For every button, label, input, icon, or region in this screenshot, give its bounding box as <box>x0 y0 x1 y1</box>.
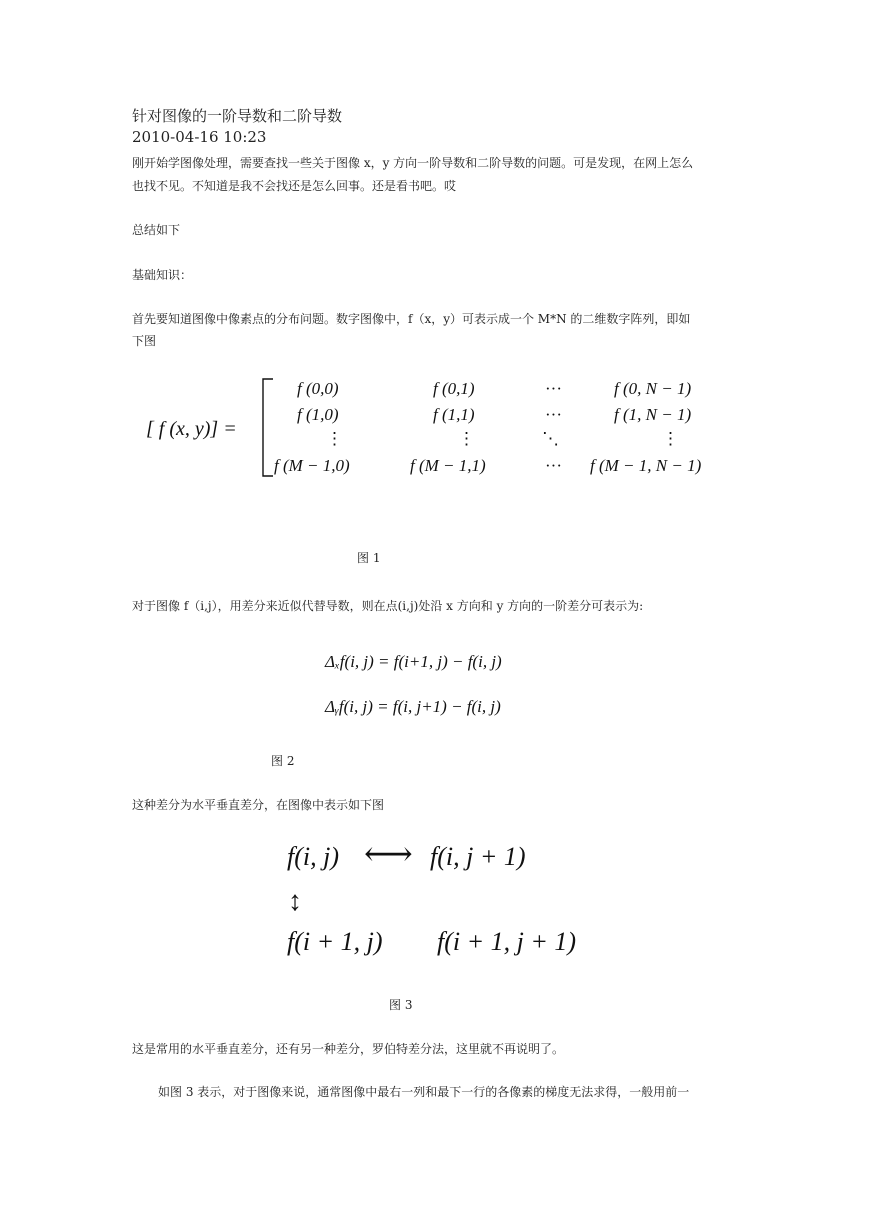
vertical-arrow-icon: ↕ <box>288 886 302 917</box>
matrix-cell: ⋮ <box>458 429 475 448</box>
matrix-cell: ⋱ <box>542 429 559 448</box>
paragraph-intro-line2: 也找不见。不知道是我不会找还是怎么回事。还是看书吧。哎 <box>132 179 457 193</box>
matrix-cell: ··· <box>545 456 562 475</box>
paragraph-summary: 总结如下 <box>132 223 181 237</box>
matrix-bracket <box>263 379 273 476</box>
matrix-cell: ⋮ <box>662 429 679 448</box>
equation-dy: Δᵧf(i, j) = f(i, j+1) − f(i, j) <box>325 697 501 716</box>
matrix-figure <box>140 372 740 487</box>
paragraph-basics: 基础知识： <box>132 268 193 282</box>
paragraph-difference: 对于图像 f（i,j），用差分来近似代替导数，则在点(i,j)处沿 x 方向和 y 方向的一阶差分可表示为: <box>132 599 644 613</box>
matrix-cell: f (M − 1,0) <box>274 456 350 475</box>
matrix-lhs: [ f (x, y)] = <box>146 418 237 440</box>
matrix-cell: f (0,1) <box>433 379 475 398</box>
diagram-top-left: f(i, j) <box>287 842 339 871</box>
matrix-cell: ⋮ <box>326 429 343 448</box>
matrix-cell: ··· <box>545 379 562 398</box>
matrix-cell: ··· <box>545 405 562 424</box>
difference-diagram <box>282 835 592 965</box>
paragraph-pixels-line1: 首先要知道图像中像素点的分布问题。数字图像中，f（x，y）可表示成一个 M*N 的二维数字阵列，即如 <box>132 312 691 326</box>
article-title: 针对图像的一阶导数和二阶导数 <box>132 107 343 125</box>
paragraph-gradient: 如图 3 表示，对于图像来说，通常图像中最右一列和最下一行的各像素的梯度无法求得，一般用前一 <box>158 1085 690 1099</box>
paragraph-roberts: 这是常用的水平垂直差分，还有另一种差分，罗伯特差分法，这里就不再说明了。 <box>132 1042 565 1056</box>
matrix-cell: f (M − 1, N − 1) <box>590 456 702 475</box>
matrix-cell: f (M − 1,1) <box>410 456 486 475</box>
diagram-bottom-right: f(i + 1, j + 1) <box>437 927 577 956</box>
diagram-top-right: f(i, j + 1) <box>430 842 526 871</box>
figure-1-caption: 图 1 <box>357 551 381 565</box>
matrix-cell: f (1,1) <box>433 405 475 424</box>
equation-dx: Δₓf(i, j) = f(i+1, j) − f(i, j) <box>325 652 502 671</box>
diagram-bottom-left: f(i + 1, j) <box>287 927 383 956</box>
matrix-cell: f (1,0) <box>297 405 339 424</box>
figure-2-caption: 图 2 <box>271 754 295 768</box>
paragraph-pixels-line2: 下图 <box>132 334 157 348</box>
paragraph-horizontal-vertical: 这种差分为水平垂直差分，在图像中表示如下图 <box>132 798 385 812</box>
matrix-cell: f (1, N − 1) <box>614 405 692 424</box>
matrix-cell: f (0,0) <box>297 379 339 398</box>
matrix-cell: f (0, N − 1) <box>614 379 692 398</box>
horizontal-arrow-icon: ⟷ <box>364 836 413 873</box>
equations-figure <box>320 645 560 725</box>
article-date: 2010-04-16 10:23 <box>132 128 267 146</box>
figure-3-caption: 图 3 <box>389 998 413 1012</box>
paragraph-intro-line1: 刚开始学图像处理，需要查找一些关于图像 x，y 方向一阶导数和二阶导数的问题。可是发现，在网上怎么 <box>132 156 694 170</box>
